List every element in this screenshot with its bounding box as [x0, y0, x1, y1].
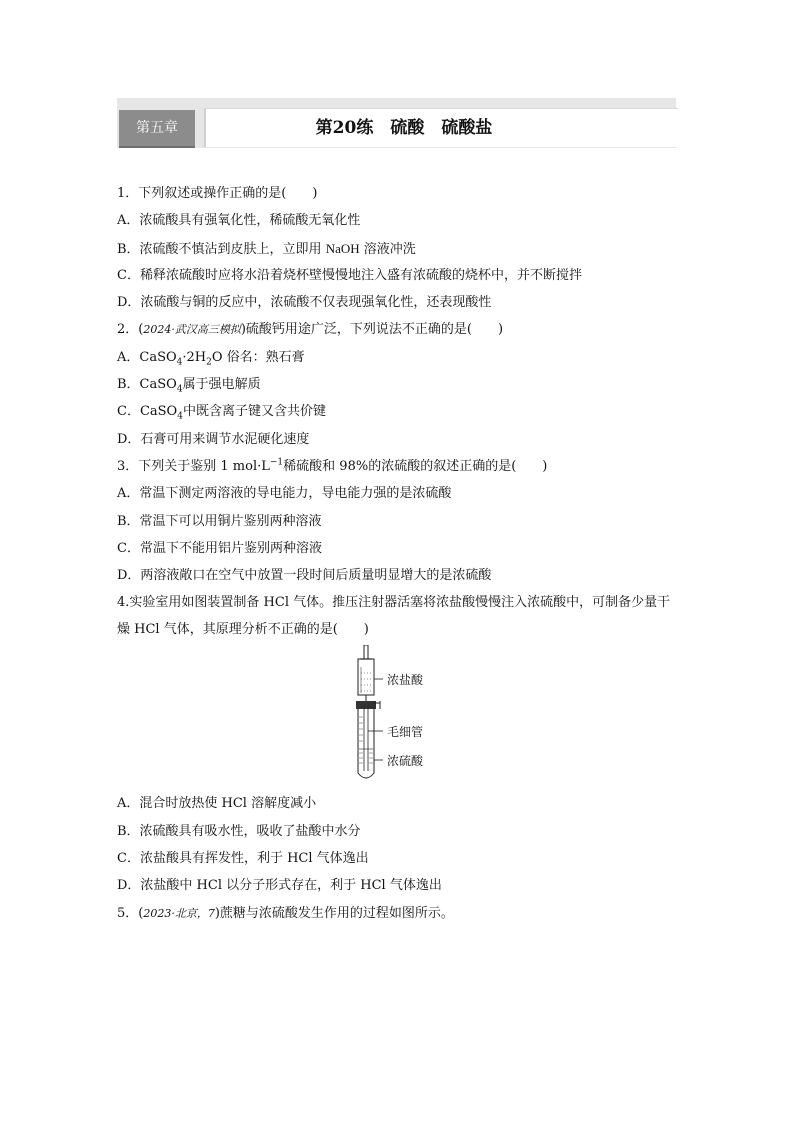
label-concentrated-hcl: 浓盐酸 — [387, 673, 424, 688]
q1-option-d: D．浓硫酸与铜的反应中，浓硫酸不仅表现强氧化性，还表现酸性 — [117, 295, 492, 311]
q3-stem: 3．下列关于鉴别 1 $mol\cdot L^{-1}$稀硫酸和 98%的浓硫酸的叙述正确的是( ) — [117, 457, 548, 474]
q1-option-a: A．浓硫酸具有强氧化性，稀硫酸无氧化性 — [117, 213, 361, 229]
q4-option-c: C．浓盐酸具有挥发性，利于 HCl 气体逸出 — [117, 851, 369, 867]
q5-stem: 5．(2023·北京，7)蔗糖与浓硫酸发生作用的过程如图所示。 — [117, 905, 454, 921]
q1-option-c: C．稀释浓硫酸时应将水沿着烧杯壁慢慢地注入盛有浓硫酸的烧杯中，并不断搅拌 — [117, 267, 582, 283]
question-3 — [117, 453, 677, 589]
question-4 — [117, 589, 677, 899]
q2-option-c: C．CaSO$_4$中既含离子键又含共价键 — [117, 404, 326, 422]
q1-stem: 1．下列叙述或操作正确的是( ) — [117, 186, 318, 201]
q1-option-b: B．浓硫酸不慎沾到皮肤上，立即用 NaOH 溶液冲洗 — [117, 240, 416, 257]
chapter-tab: 第五章 — [119, 110, 195, 148]
q3-option-d: D．两溶液敞口在空气中放置一段时间后质量明显增大的是浓硫酸 — [117, 568, 492, 584]
q2-stem: 2．(2024·武汉高三模拟)硫酸钙用途广泛，下列说法不正确的是( ) — [117, 322, 504, 338]
question-5 — [117, 900, 677, 927]
q2-option-b: B．CaSO$_4$属于强电解质 — [117, 377, 261, 395]
q5-source: 2023·北京，7 — [143, 906, 215, 920]
q4-stem: 4.实验室用如图装置制备 HCl 气体。推压注射器活塞将浓盐酸慢慢注入浓硫酸中，可制备少量干燥 HCl 气体，其原理分析不正确的是( ) — [117, 595, 671, 638]
q2-option-a: A．$CaSO_4\cdot 2H_2O$ 俗名：熟石膏 — [117, 349, 305, 368]
q2-option-d: D．石膏可用来调节水泥硬化速度 — [117, 431, 310, 447]
document-content — [117, 180, 677, 927]
q3-option-c: C．常温下不能用铝片鉴别两种溶液 — [117, 540, 322, 556]
question-2 — [117, 316, 677, 452]
q3-option-a: A．常温下测定两溶液的导电能力，导电能力强的是浓硫酸 — [117, 486, 452, 502]
q4-option-a: A．混合时放热使 HCl 溶解度减小 — [117, 796, 317, 812]
syringe-apparatus-figure — [117, 645, 677, 790]
q2-source: 2024·武汉高三模拟 — [143, 323, 241, 337]
label-capillary: 毛细管 — [387, 725, 424, 740]
q3-option-b: B．常温下可以用铜片鉴别两种溶液 — [117, 513, 322, 529]
q4-option-d: D．浓盐酸中 HCl 以分子形式存在，利于 HCl 气体逸出 — [117, 878, 442, 894]
q4-option-b: B．浓硫酸具有吸水性，吸收了盐酸中水分 — [117, 823, 361, 839]
label-concentrated-h2so4: 浓硫酸 — [387, 754, 424, 769]
page-title: 第20练 硫酸 硫酸盐 — [315, 118, 493, 138]
question-1 — [117, 180, 677, 316]
